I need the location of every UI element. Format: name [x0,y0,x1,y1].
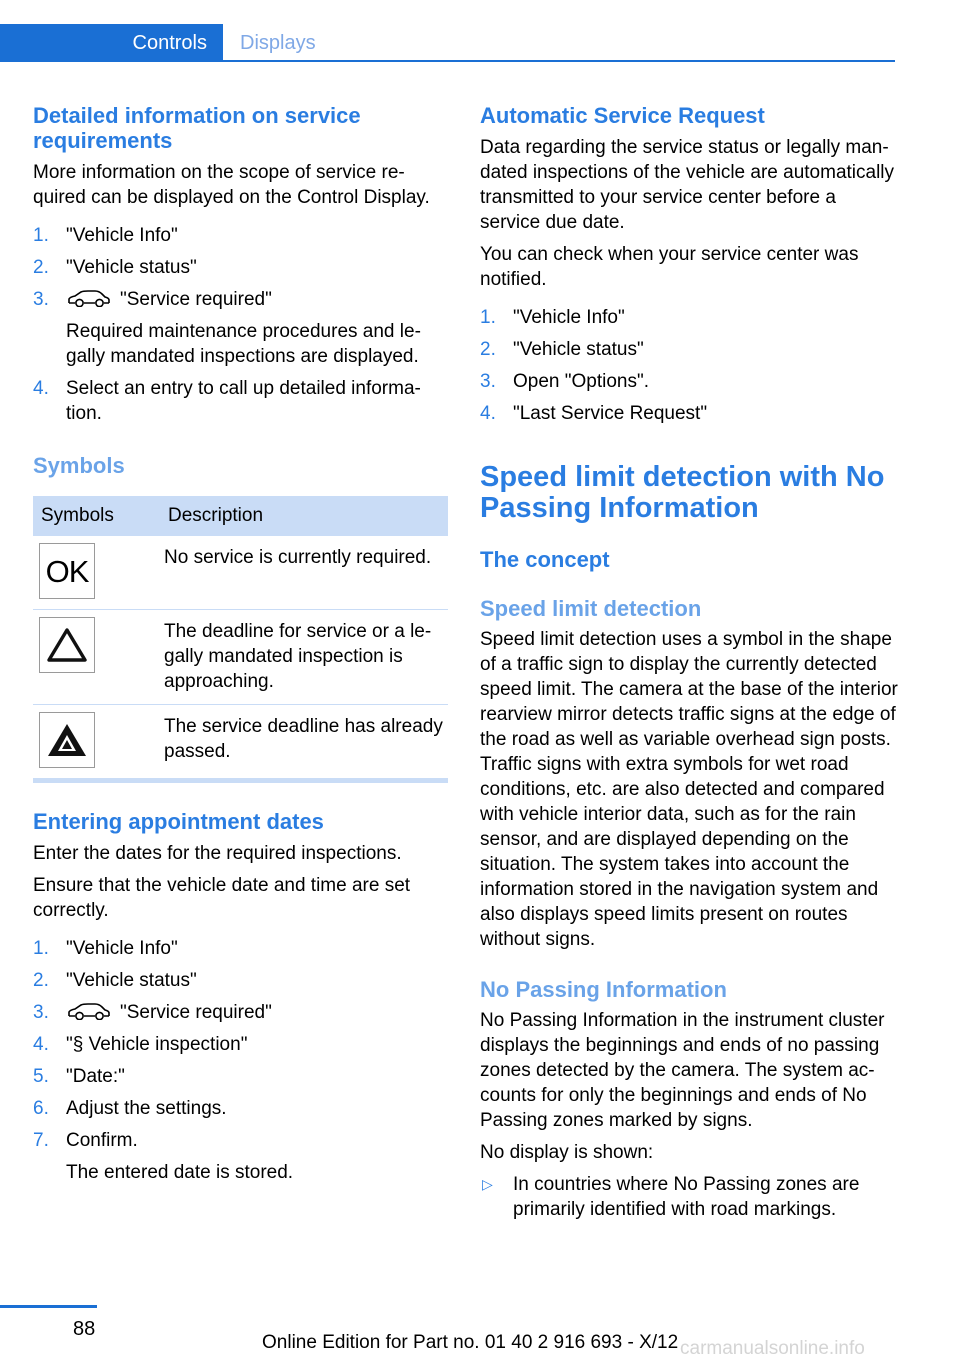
step-text: "Date:" [66,1066,125,1087]
step-text: "§ Vehicle inspection" [66,1034,248,1055]
appointment-steps [33,936,448,1185]
step-number: 7. [33,1130,49,1151]
step-text: Select an entry to call up detailed information. [66,378,421,424]
bullet-text: In countries where No Passing zones are primarily identified with road markings. [513,1174,860,1220]
step-text: Open "Options". [513,371,650,392]
no-passing-paragraph: No Passing Information in the instrument cluster displays the beginnings and ends of no passing zones detected by the camera. The system accounts for only the beginnings and ends of No Passing zones marked by signs. [480,1010,885,1131]
edition-line: Online Edition for Part no. 01 40 2 916 693 - X/12 [262,1332,679,1353]
table-row [33,536,448,610]
step-text: "Service required" [120,1002,272,1023]
step-number: 3. [33,289,49,310]
concept-heading: The concept [480,547,610,572]
detail-intro: More information on the scope of service required can be displayed on the Control Display. [33,162,430,208]
filled-warning-triangle-icon [39,712,95,768]
step-text: "Vehicle status" [66,970,197,991]
page-number: 88 [73,1318,96,1340]
table-end-rule [33,778,448,783]
step-text: Confirm. [66,1130,138,1151]
list-item [33,1096,448,1121]
step-number: 4. [33,378,49,399]
asr-check-note: You can check when your service center was notified. [480,244,859,290]
step-number: 3. [33,1002,49,1023]
step-text: "Last Service Request" [513,403,708,424]
car-icon [66,289,112,307]
ok-icon [39,543,95,599]
step-number: 4. [33,1034,49,1055]
table-cell-description: The deadline for service or a legally mandated inspection is approaching. [162,610,448,705]
step-note: The entered date is stored. [66,1162,294,1183]
step-text: "Vehicle Info" [66,225,178,246]
left-column [33,103,448,1185]
list-item [33,1032,448,1057]
list-item [480,337,900,362]
no-display-list [480,1172,900,1222]
speed-limit-heading: Speed limit detection [480,596,702,621]
list-item [33,936,448,961]
step-number: 2. [480,339,496,360]
footer-rule [0,1305,97,1308]
speed-limit-paragraph: Speed limit detection uses a symbol in the shape of a traffic sign to display the currently detected speed limit. The camera at the base of the interior rearview mirror detects traffic signs at the edge of the road as well as variable overhead sign posts. Traffic signs with extra symbols for wet road conditions, etc. are also detected and compared with vehicle interior data, such as for the rain sensor, and are displayed depending on the situation. The system takes into account the information stored in the navigation system and also displays speed limits present on routes without signs. [480,629,898,950]
list-item [480,401,900,426]
list-item [33,287,448,369]
column-header-description: Description [162,496,448,536]
header-rule [0,60,895,62]
right-column [480,103,900,1222]
column-header-symbols: Symbols [33,496,162,536]
list-item [480,305,900,330]
list-item [33,255,448,280]
table-header-row [33,496,448,536]
step-text: "Vehicle Info" [513,307,625,328]
list-item [33,376,448,426]
step-number: 1. [33,938,49,959]
list-item [33,1064,448,1089]
table-row [33,705,448,779]
step-text: "Service required" [120,289,272,310]
list-item [33,968,448,993]
list-item [33,1000,448,1025]
appointment-note: Ensure that the vehicle date and time are set correctly. [33,875,411,921]
list-item [480,1172,900,1222]
asr-paragraph: Data regarding the service status or legally mandated inspections of the vehicle are automatically transmitted to your service center before a service due date. [480,137,895,233]
chapter-tabs [0,24,895,62]
step-number: 1. [480,307,496,328]
symbols-table [33,496,448,778]
step-number: 5. [33,1066,49,1087]
appointment-intro: Enter the dates for the required inspections. [33,843,402,864]
ok-glyph: OK [45,553,89,589]
asr-steps [480,305,900,426]
step-number: 2. [33,257,49,278]
tab-controls: Controls [0,24,223,62]
triangle-bullet-icon: ▷ [482,1176,493,1192]
step-text: "Vehicle status" [66,257,197,278]
step-number: 3. [480,371,496,392]
table-row [33,610,448,705]
list-item [33,1128,448,1185]
list-item [33,223,448,248]
detail-heading: Detailed information on service requirements [33,103,361,153]
step-number: 6. [33,1098,49,1119]
no-display-intro: No display is shown: [480,1142,654,1163]
step-note: Required maintenance procedures and legally mandated inspections are displayed. [66,321,421,367]
table-cell-description: No service is currently required. [162,536,448,610]
tab-displays: Displays [240,32,316,54]
asr-heading: Automatic Service Request [480,103,765,128]
step-text: Adjust the settings. [66,1098,227,1119]
step-number: 2. [33,970,49,991]
section-title: Speed limit detection with No Passing Information [480,461,885,524]
step-text: "Vehicle status" [513,339,644,360]
step-text: "Vehicle Info" [66,938,178,959]
no-passing-heading: No Passing Information [480,977,727,1002]
watermark: carmanualsonline.info [680,1338,865,1359]
appointment-heading: Entering appointment dates [33,809,324,834]
symbols-heading: Symbols [33,453,125,478]
list-item [480,369,900,394]
detail-steps [33,223,448,426]
step-number: 4. [480,403,496,424]
step-number: 1. [33,225,49,246]
table-cell-description: The service deadline has already passed. [164,716,443,762]
warning-triangle-icon [39,617,95,673]
car-icon [66,1002,112,1020]
